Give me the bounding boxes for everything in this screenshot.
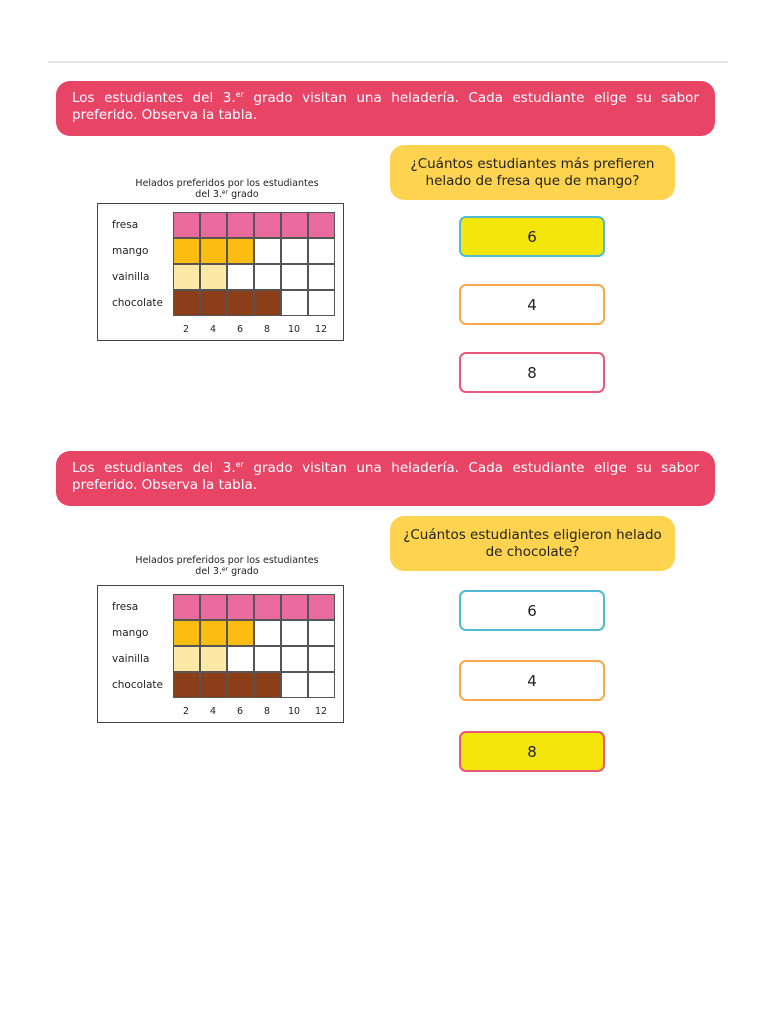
- chart-title-line2-end: grado: [228, 566, 259, 577]
- chart-title-line2: [97, 189, 357, 200]
- cell-chocolate-6: [308, 290, 335, 316]
- row-label-chocolate: chocolate: [112, 297, 163, 309]
- cell-vainilla-3: [227, 264, 254, 290]
- chart-title-line1: Helados preferidos por los estudiantes: [135, 555, 319, 566]
- answer-label: 4: [527, 671, 537, 690]
- chart-title-line1: Helados preferidos por los estudiantes: [135, 178, 319, 189]
- cell-fresa-5: [281, 594, 308, 620]
- row-label-fresa: fresa: [112, 219, 139, 231]
- cell-mango-6: [308, 238, 335, 264]
- cell-mango-4: [254, 238, 281, 264]
- cell-mango-5: [281, 620, 308, 646]
- answer-option-3[interactable]: [459, 731, 605, 772]
- cell-chocolate-6: [308, 672, 335, 698]
- chart-title: [97, 555, 357, 577]
- cell-vainilla-2: [200, 264, 227, 290]
- answer-label: 6: [527, 227, 537, 246]
- x-tick-label: 12: [314, 324, 328, 335]
- x-tick-label: 2: [182, 324, 190, 335]
- prompt-ordinal-sup: er: [235, 460, 244, 469]
- cell-fresa-6: [308, 594, 335, 620]
- row-label-vainilla: vainilla: [112, 653, 150, 665]
- cell-chocolate-1: [173, 672, 200, 698]
- chart-title-line2-start: del 3.: [195, 566, 222, 577]
- row-label-fresa: fresa: [112, 601, 139, 613]
- cell-mango-2: [200, 620, 227, 646]
- chart-title-line2-start: del 3.: [195, 189, 222, 200]
- cell-fresa-5: [281, 212, 308, 238]
- x-tick-label: 8: [263, 706, 271, 717]
- prompt-text-start: Los estudiantes del 3.: [72, 460, 236, 476]
- cell-mango-3: [227, 238, 254, 264]
- question-box: [390, 516, 675, 571]
- x-tick-label: 4: [209, 706, 217, 717]
- top-divider: [48, 61, 728, 63]
- cell-fresa-4: [254, 212, 281, 238]
- answer-label: 4: [527, 295, 537, 314]
- cell-mango-1: [173, 620, 200, 646]
- question-box: [390, 145, 675, 200]
- x-tick-label: 8: [263, 324, 271, 335]
- question-block-1: [0, 81, 768, 441]
- cell-chocolate-5: [281, 672, 308, 698]
- prompt-text-end: grado visitan una heladería. Cada estudiante elige su sabor preferido. Observa la tabla.: [72, 90, 699, 123]
- x-tick-label: 6: [236, 324, 244, 335]
- row-label-vainilla: vainilla: [112, 271, 150, 283]
- cell-mango-5: [281, 238, 308, 264]
- cell-chocolate-5: [281, 290, 308, 316]
- pictograph-table: [97, 585, 344, 723]
- answer-option-1[interactable]: [459, 216, 605, 257]
- prompt-ordinal-sup: er: [235, 90, 244, 99]
- cell-fresa-1: [173, 594, 200, 620]
- cell-mango-3: [227, 620, 254, 646]
- cell-fresa-2: [200, 594, 227, 620]
- cell-vainilla-4: [254, 646, 281, 672]
- prompt-banner: [56, 81, 715, 136]
- cell-chocolate-4: [254, 290, 281, 316]
- cell-mango-6: [308, 620, 335, 646]
- cell-chocolate-1: [173, 290, 200, 316]
- answer-label: 8: [527, 363, 537, 382]
- question-text: ¿Cuántos estudiantes eligieron helado de chocolate?: [403, 526, 662, 560]
- cell-fresa-3: [227, 594, 254, 620]
- cell-vainilla-2: [200, 646, 227, 672]
- cell-fresa-4: [254, 594, 281, 620]
- cell-vainilla-5: [281, 264, 308, 290]
- chart-title-line2-end: grado: [228, 189, 259, 200]
- row-label-mango: mango: [112, 627, 149, 639]
- answer-option-3[interactable]: [459, 352, 605, 393]
- prompt-text-end: grado visitan una heladería. Cada estudiante elige su sabor preferido. Observa la tabla.: [72, 460, 699, 493]
- answer-option-1[interactable]: [459, 590, 605, 631]
- cell-vainilla-6: [308, 264, 335, 290]
- x-tick-label: 4: [209, 324, 217, 335]
- cell-vainilla-1: [173, 646, 200, 672]
- cell-mango-4: [254, 620, 281, 646]
- prompt-text-start: Los estudiantes del 3.: [72, 90, 236, 106]
- cell-vainilla-5: [281, 646, 308, 672]
- prompt-banner: [56, 451, 715, 506]
- x-tick-label: 12: [314, 706, 328, 717]
- cell-fresa-3: [227, 212, 254, 238]
- x-tick-label: 6: [236, 706, 244, 717]
- answer-option-2[interactable]: [459, 660, 605, 701]
- cell-fresa-6: [308, 212, 335, 238]
- chart-title-sup: er: [221, 566, 229, 573]
- row-label-mango: mango: [112, 245, 149, 257]
- question-block-2: [0, 451, 768, 811]
- cell-vainilla-6: [308, 646, 335, 672]
- pictograph-table: [97, 203, 344, 341]
- answer-label: 8: [527, 742, 537, 761]
- cell-chocolate-4: [254, 672, 281, 698]
- cell-vainilla-1: [173, 264, 200, 290]
- x-tick-label: 10: [287, 706, 301, 717]
- x-tick-label: 10: [287, 324, 301, 335]
- chart-title-line2: [97, 566, 357, 577]
- answer-label: 6: [527, 601, 537, 620]
- cell-chocolate-2: [200, 290, 227, 316]
- chart-title: [97, 178, 357, 200]
- cell-mango-1: [173, 238, 200, 264]
- cell-fresa-2: [200, 212, 227, 238]
- x-tick-label: 2: [182, 706, 190, 717]
- cell-vainilla-4: [254, 264, 281, 290]
- cell-mango-2: [200, 238, 227, 264]
- question-text: ¿Cuántos estudiantes más prefieren helado de fresa que de mango?: [410, 155, 655, 189]
- cell-chocolate-2: [200, 672, 227, 698]
- row-label-chocolate: chocolate: [112, 679, 163, 691]
- cell-chocolate-3: [227, 672, 254, 698]
- cell-chocolate-3: [227, 290, 254, 316]
- cell-vainilla-3: [227, 646, 254, 672]
- cell-fresa-1: [173, 212, 200, 238]
- chart-title-sup: er: [221, 189, 229, 196]
- answer-option-2[interactable]: [459, 284, 605, 325]
